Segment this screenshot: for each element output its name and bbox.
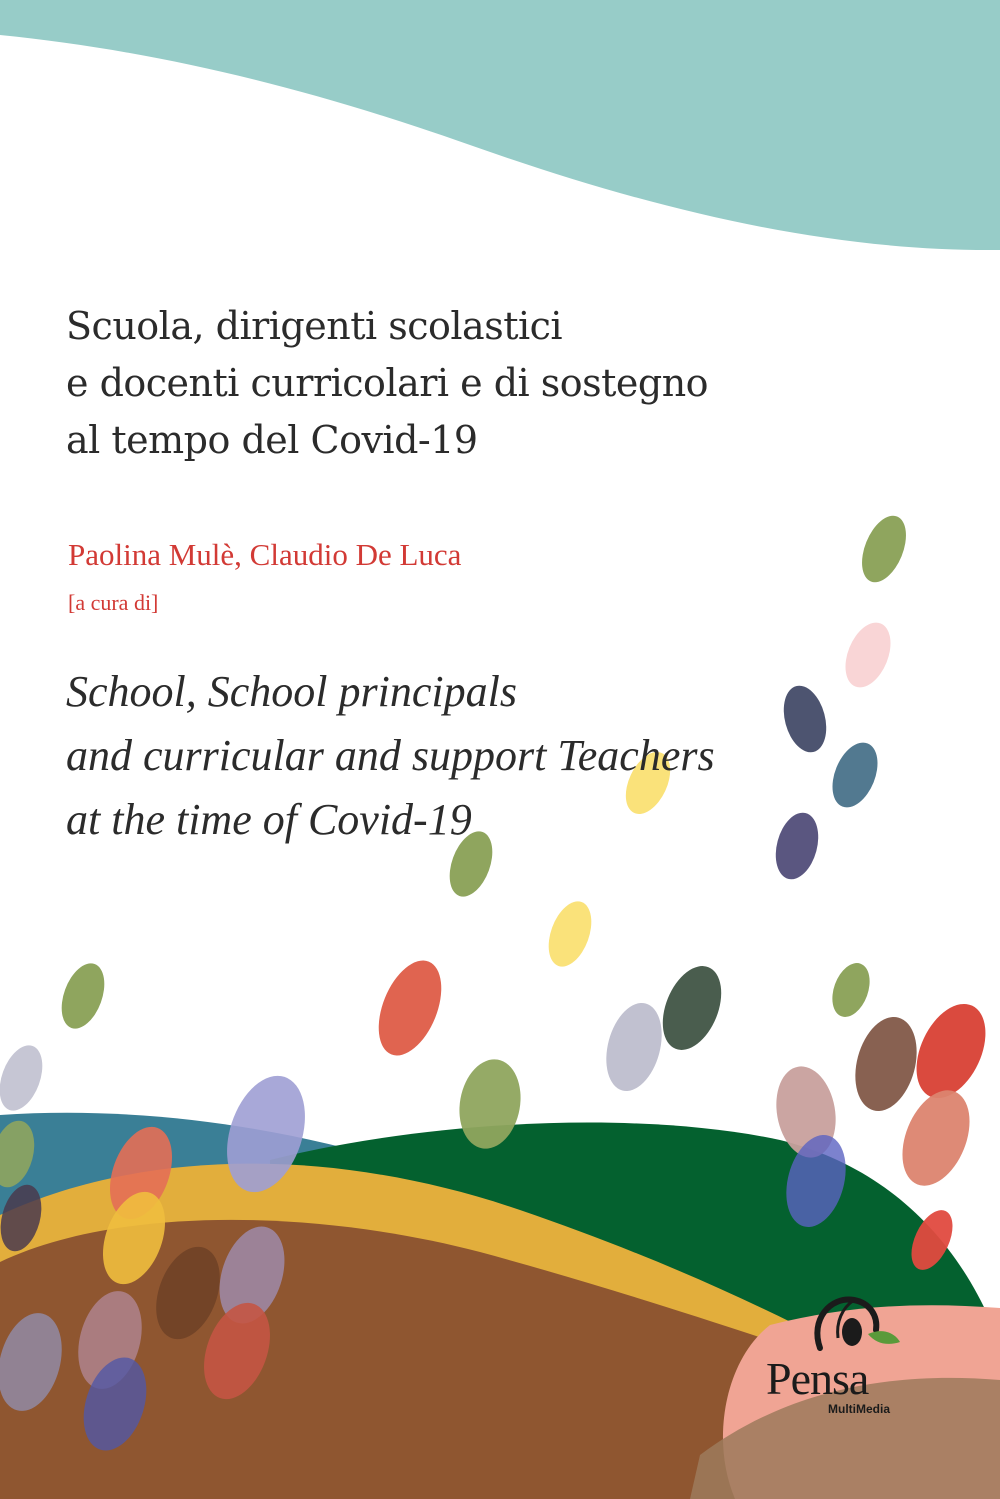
petal (597, 997, 671, 1097)
english-title-line: and curricular and support Teachers (66, 731, 715, 780)
petal (651, 957, 732, 1058)
petal (366, 952, 454, 1065)
english-title-line: School, School principals (66, 667, 517, 716)
italian-title (66, 298, 708, 469)
petal (846, 1010, 927, 1118)
petal (541, 896, 600, 973)
publisher-name: Pensa (766, 1353, 869, 1404)
petal (853, 509, 914, 588)
petal (54, 958, 113, 1035)
petal (777, 681, 833, 757)
top-teal-wave (0, 0, 1000, 250)
petal (824, 736, 887, 814)
english-title (66, 660, 715, 852)
petal (825, 958, 876, 1022)
publisher-imprint: MultiMedia (828, 1402, 890, 1416)
petal (837, 616, 900, 694)
petal (889, 1080, 982, 1195)
italian-title-line: Scuola, dirigenti scolastici (66, 304, 563, 348)
editors-role: [a cura di] (68, 590, 159, 615)
english-title-line: at the time of Covid-19 (66, 795, 472, 844)
italian-title-line: al tempo del Covid-19 (66, 418, 478, 462)
italian-title-line: e docenti curricolari e di sostegno (66, 361, 709, 405)
petal (0, 1040, 50, 1117)
editors-names: Paolina Mulè, Claudio De Luca (68, 537, 462, 572)
petal (769, 808, 825, 884)
